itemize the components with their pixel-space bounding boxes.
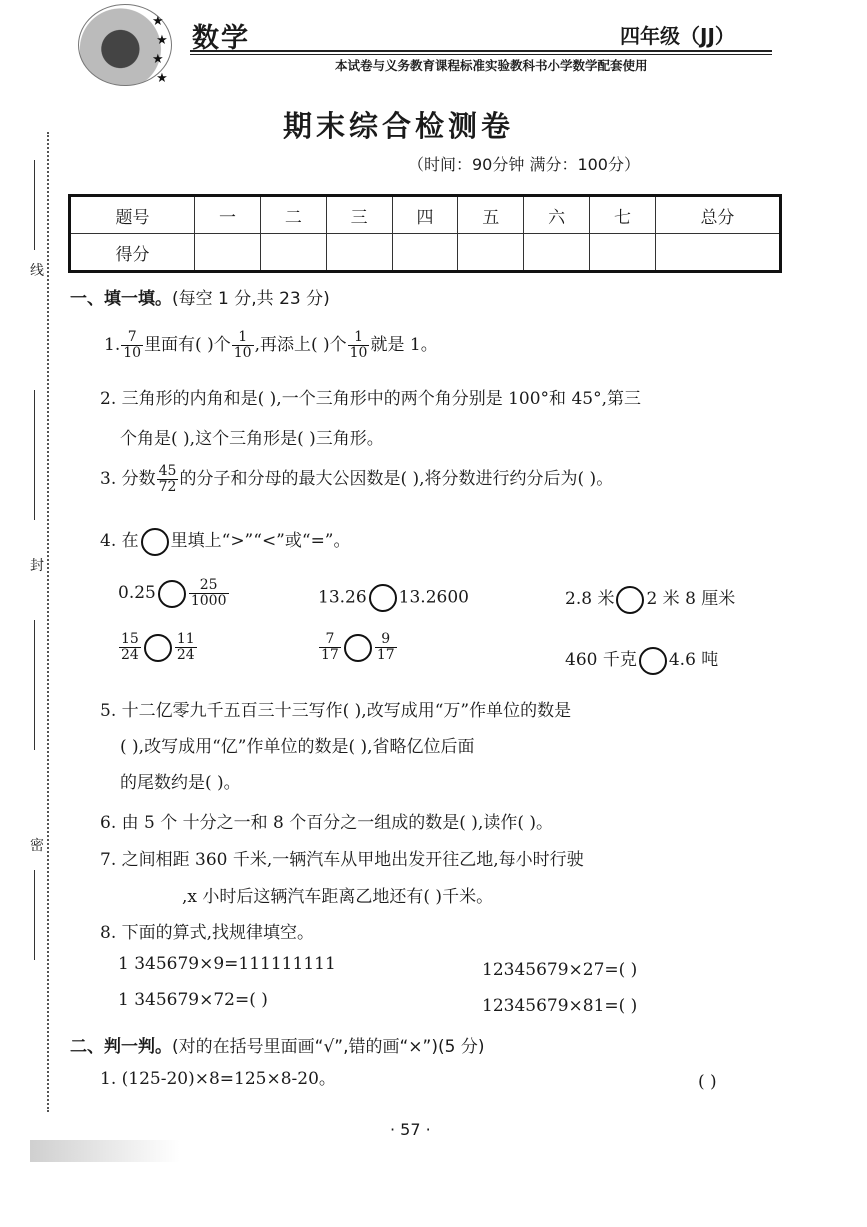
judge-answer-paren[interactable]: ( ) — [698, 1072, 717, 1092]
question-number: 1. — [104, 335, 121, 355]
score-input-cell[interactable] — [326, 234, 392, 272]
section-1-heading — [70, 284, 330, 309]
score-cell: 得分 — [70, 234, 195, 272]
fraction-denominator: 17 — [321, 647, 339, 663]
comparison-right: 13.2600 — [398, 587, 469, 608]
comparison-circle[interactable] — [639, 647, 667, 675]
fraction — [121, 330, 143, 361]
score-cell: 三 — [326, 196, 392, 234]
fraction — [375, 632, 397, 663]
comparison-circle[interactable] — [158, 580, 186, 608]
score-table-score-row — [70, 234, 781, 272]
score-cell: 二 — [260, 196, 326, 234]
section-1-title: 一、填一填。 — [70, 289, 172, 309]
question-5-line-2: ( ),改写成用“亿”作单位的数是( ),省略亿位后面 — [120, 737, 475, 757]
fraction-numerator: 15 — [121, 631, 139, 647]
comparison-left: 13.26 — [318, 587, 367, 608]
question-text: 里面有( )个 — [144, 335, 231, 355]
subject-title: 数学 — [192, 23, 250, 54]
comparison-circle[interactable] — [344, 634, 372, 662]
fraction — [348, 330, 370, 361]
comparison-left: 0.25 — [118, 583, 156, 603]
score-input-cell[interactable] — [392, 234, 458, 272]
comparison-circle[interactable] — [369, 584, 397, 612]
fraction-denominator: 1000 — [190, 593, 227, 609]
section-1-note: (每空 1 分,共 23 分) — [172, 289, 330, 309]
fraction — [157, 464, 179, 495]
fraction — [189, 578, 229, 609]
fraction-numerator: 25 — [189, 578, 229, 594]
pattern-expression: 1 345679×72=( ) — [118, 990, 268, 1010]
score-cell: 七 — [590, 196, 656, 234]
score-input-cell[interactable] — [590, 234, 656, 272]
question-text: 3. 分数 — [100, 469, 156, 489]
page-number: · 57 · — [390, 1120, 431, 1139]
fraction-denominator: 17 — [376, 647, 395, 663]
question-text: 4. 在 — [100, 531, 139, 551]
comparison-circle[interactable] — [141, 528, 169, 556]
score-table — [68, 194, 782, 273]
fraction-denominator: 10 — [349, 345, 368, 361]
binding-dotted-line — [47, 132, 49, 1112]
fraction-denominator: 72 — [158, 479, 177, 495]
question-2-line-1: 2. 三角形的内角和是( ),一个三角形中的两个角分别是 100°和 45°,第三 — [100, 389, 641, 409]
pattern-expression: 12345679×81=( ) — [482, 996, 638, 1016]
score-input-cell[interactable] — [260, 234, 326, 272]
page-title: 期末综合检测卷 — [283, 109, 515, 143]
fraction-denominator: 10 — [233, 345, 252, 361]
score-cell: 四 — [392, 196, 458, 234]
comparison-circle[interactable] — [616, 586, 644, 614]
fraction-numerator: 7 — [319, 632, 341, 648]
fraction-numerator: 1 — [348, 330, 370, 346]
scan-smudge — [30, 1140, 180, 1162]
fraction — [232, 330, 254, 361]
fraction-numerator: 11 — [176, 631, 195, 647]
question-7-line-2: ,x 小时后这辆汽车距离乙地还有( )千米。 — [182, 887, 494, 907]
comparison-circle[interactable] — [144, 634, 172, 662]
comparison-right: 4.6 吨 — [668, 650, 719, 670]
fraction-numerator: 9 — [375, 632, 397, 648]
question-2-line-2: 个角是( ),这个三角形是( )三角形。 — [120, 429, 384, 449]
margin-rule — [34, 160, 35, 250]
margin-rule — [34, 620, 35, 750]
question-text: 里填上“>”“<”或“=”。 — [170, 531, 351, 551]
score-cell: 一 — [195, 196, 261, 234]
question-5-line-3: 的尾数约是( )。 — [120, 773, 241, 793]
score-input-cell[interactable] — [458, 234, 524, 272]
fraction-denominator: 24 — [121, 647, 139, 663]
fraction-numerator: 7 — [121, 330, 143, 346]
comparison-1 — [118, 578, 230, 609]
binding-margin — [8, 140, 44, 990]
score-input-cell[interactable] — [655, 234, 780, 272]
question-5-line-1: 5. 十二亿零九千五百三十三写作( ),改写成用“万”作单位的数是 — [100, 701, 572, 721]
grade-label: 四年级（JJ） — [620, 24, 735, 48]
margin-char: 线 — [30, 263, 44, 279]
header-subline: 本试卷与义务教育课程标准实验教科书小学数学配套使用 — [335, 58, 648, 73]
comparison-4 — [118, 632, 198, 663]
section-2-title: 二、判一判。 — [70, 1037, 172, 1057]
fraction-numerator: 1 — [232, 330, 254, 346]
comparison-left: 460 千克 — [565, 650, 637, 670]
time-info: （时间：90分钟 满分：100分） — [408, 155, 640, 174]
question-6: 6. 由 5 个 十分之一和 8 个百分之一组成的数是( ),读作( )。 — [100, 813, 554, 833]
question-text: 的分子和分母的最大公因数是( ),将分数进行约分后为( )。 — [179, 469, 614, 489]
comparison-6 — [565, 645, 718, 675]
comparison-left: 2.8 米 — [565, 589, 615, 609]
section-2-note: (对的在括号里面画“√”,错的画“×”)(5 分) — [172, 1037, 485, 1057]
question-3 — [100, 464, 613, 495]
question-8-line-1: 8. 下面的算式,找规律填空。 — [100, 923, 315, 943]
fraction — [319, 632, 341, 663]
pattern-expression: 12345679×27=( ) — [482, 960, 638, 980]
pattern-expression: 1 345679×9=111111111 — [118, 954, 336, 974]
score-input-cell[interactable] — [524, 234, 590, 272]
margin-char: 密 — [30, 838, 44, 854]
margin-rule — [34, 870, 35, 960]
score-cell: 六 — [524, 196, 590, 234]
score-input-cell[interactable] — [195, 234, 261, 272]
question-text: 就是 1。 — [370, 335, 438, 355]
score-cell: 题号 — [70, 196, 195, 234]
score-cell: 五 — [458, 196, 524, 234]
header-rule — [190, 50, 772, 52]
star-decoration: ★ ★ ★ ★ — [152, 14, 168, 86]
comparison-5 — [318, 632, 398, 663]
header-rule-thin — [190, 54, 772, 55]
comparison-right: 2 米 8 厘米 — [646, 589, 736, 609]
score-table-header-row — [70, 196, 781, 234]
comparison-3 — [565, 584, 735, 614]
fraction — [175, 632, 197, 663]
section-2-heading — [70, 1032, 484, 1057]
fraction-denominator: 24 — [176, 647, 195, 663]
fraction-denominator: 10 — [123, 345, 142, 361]
question-text: ,再添上( )个 — [254, 335, 347, 355]
question-1 — [104, 330, 438, 361]
fraction-numerator: 45 — [158, 463, 177, 479]
fraction — [119, 632, 141, 663]
margin-char: 封 — [30, 558, 44, 574]
question-7-line-1: 7. 之间相距 360 千米,一辆汽车从甲地出发开往乙地,每小时行驶 — [100, 850, 584, 870]
score-cell: 总分 — [655, 196, 780, 234]
judge-question-1: 1. (125-20)×8=125×8-20。 — [100, 1069, 336, 1089]
margin-rule — [34, 390, 35, 520]
question-4 — [100, 526, 351, 556]
comparison-2 — [318, 584, 469, 612]
